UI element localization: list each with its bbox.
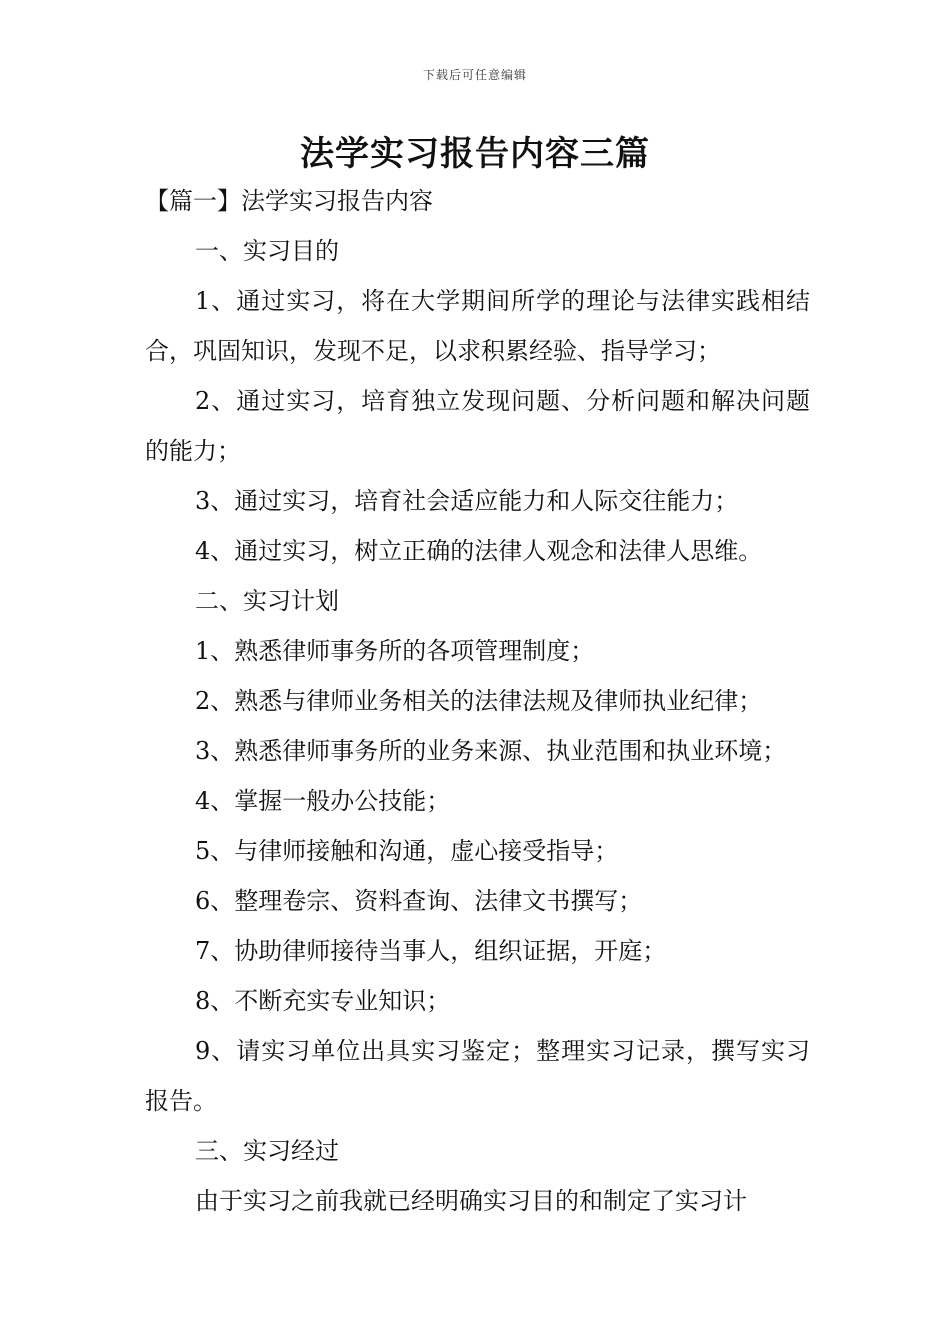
section-heading-part-one: 【篇一】法学实习报告内容 bbox=[145, 187, 433, 215]
plan-item-1: 1、熟悉律师事务所的各项管理制度； bbox=[195, 637, 595, 665]
plan-item-8: 8、不断充实专业知识； bbox=[195, 987, 451, 1015]
heading-internship-purpose: 一、实习目的 bbox=[195, 237, 339, 265]
heading-internship-plan: 二、实习计划 bbox=[195, 587, 339, 615]
plan-item-2: 2、熟悉与律师业务相关的法律法规及律师执业纪律； bbox=[195, 687, 763, 715]
document-title: 法学实习报告内容三篇 bbox=[300, 134, 650, 174]
heading-internship-process: 三、实习经过 bbox=[195, 1137, 339, 1165]
plan-item-7: 7、协助律师接待当事人，组织证据，开庭； bbox=[195, 937, 667, 965]
plan-item-6: 6、整理卷宗、资料查询、法律文书撰写； bbox=[195, 887, 643, 915]
purpose-item-4: 4、通过实习，树立正确的法律人观念和法律人思维。 bbox=[195, 537, 763, 565]
header-note: 下载后可任意编辑 bbox=[422, 68, 527, 82]
document-body bbox=[145, 176, 810, 1226]
process-paragraph-1: 由于实习之前我就已经明确实习目的和制定了实习计 bbox=[195, 1187, 747, 1215]
plan-item-3: 3、熟悉律师事务所的业务来源、执业范围和执业环境； bbox=[195, 737, 787, 765]
plan-item-5: 5、与律师接触和沟通，虚心接受指导； bbox=[195, 837, 619, 865]
plan-item-4: 4、掌握一般办公技能； bbox=[195, 787, 451, 815]
purpose-item-2: 2、通过实习，培育独立发现问题、分析问题和解决问题的能力； bbox=[145, 387, 810, 465]
plan-item-9: 9、请实习单位出具实习鉴定；整理实习记录，撰写实习报告。 bbox=[145, 1037, 810, 1115]
purpose-item-3: 3、通过实习，培育社会适应能力和人际交往能力； bbox=[195, 487, 739, 515]
purpose-item-1: 1、通过实习，将在大学期间所学的理论与法律实践相结合，巩固知识，发现不足，以求积累经验、指导学习； bbox=[145, 287, 810, 365]
